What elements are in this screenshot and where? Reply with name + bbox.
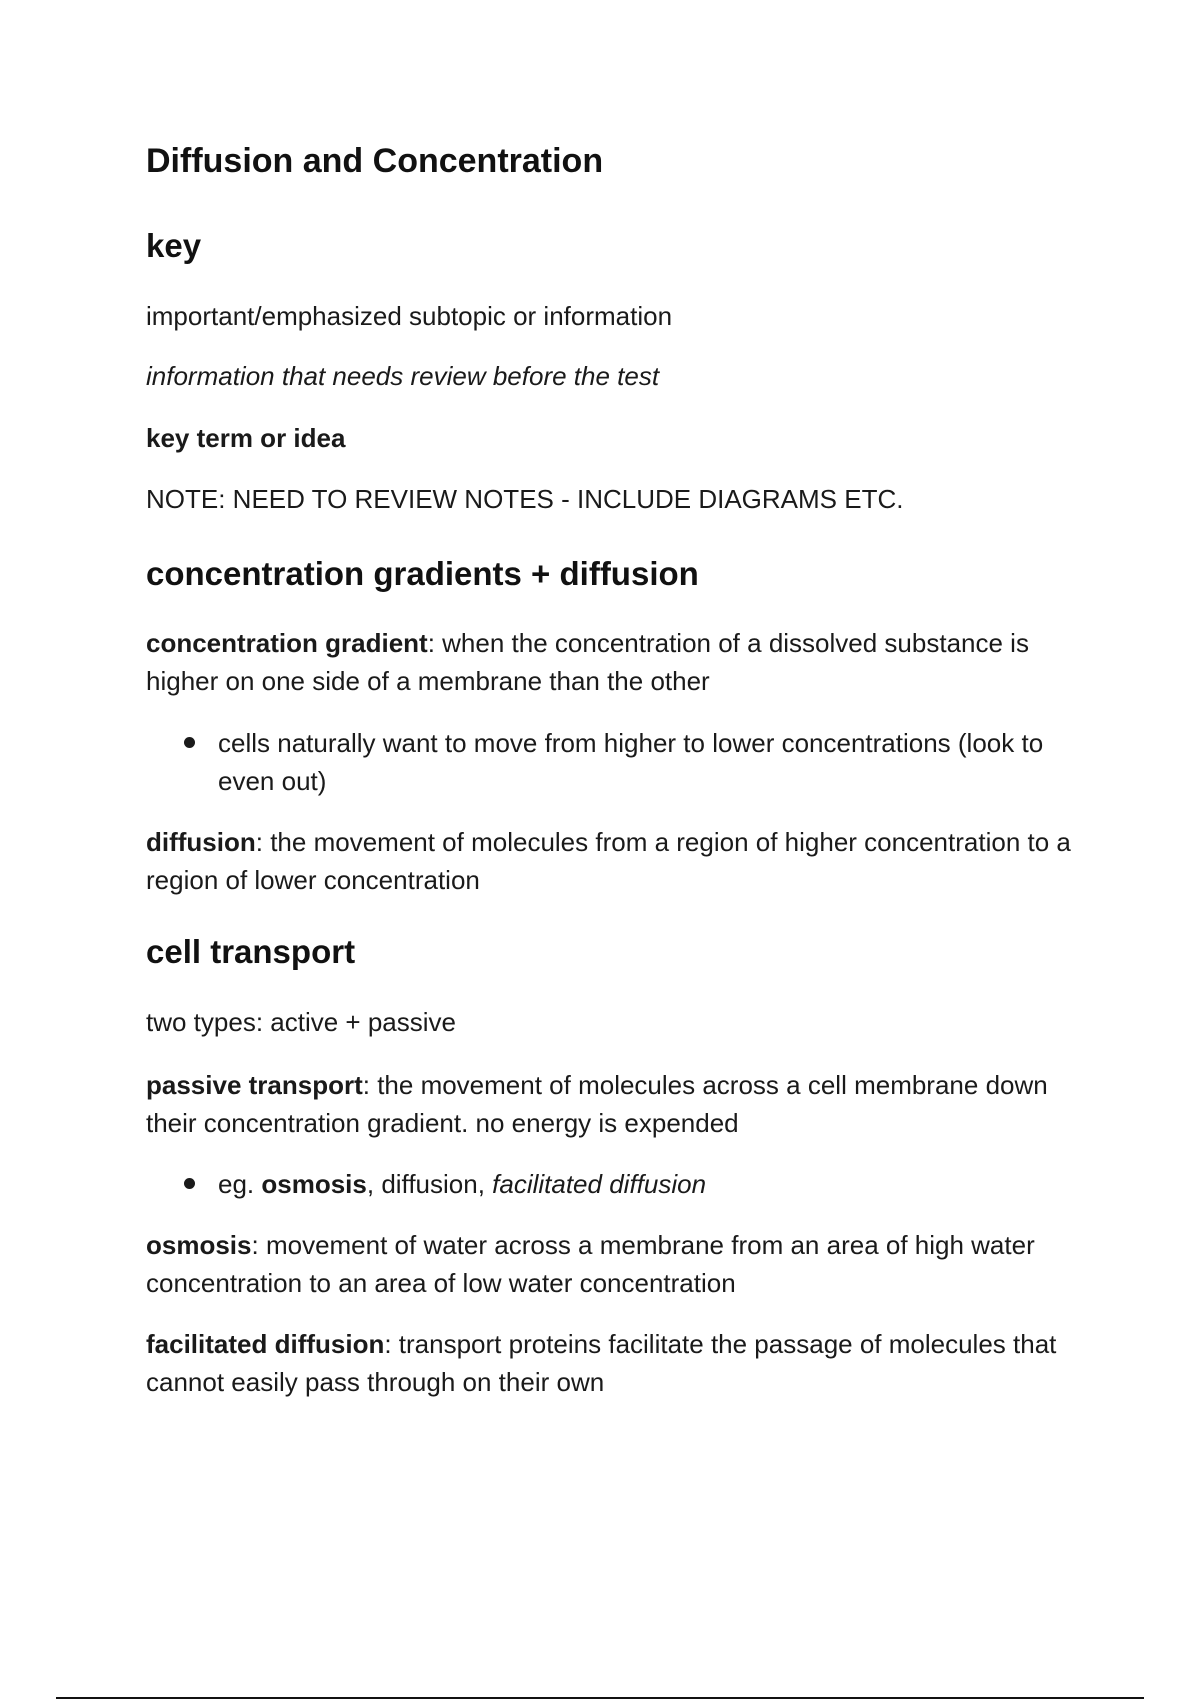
section-heading-gradients: concentration gradients + diffusion [146,555,699,592]
transport-types: two types: active + passive [146,1007,456,1037]
document-title: Diffusion and Concentration [146,142,604,180]
term-facilitated-diffusion: facilitated diffusion [146,1329,385,1359]
bullet-osmosis: osmosis [261,1169,367,1199]
bullet-text: cells naturally want to move from higher to lower concentrations (look to even out) [218,728,1044,796]
definition-diffusion [146,823,1096,899]
definition-concentration-gradient [146,624,1096,700]
bullet-prefix: eg. [218,1169,262,1199]
key-heading: key [146,227,202,264]
section-heading-cell-transport: cell transport [146,933,356,970]
key-item-review: information that needs review before the test [146,361,660,391]
definition-text: : the movement of molecules across a cell membrane down their concentration gradient. no energy is expended [146,1070,1048,1138]
term-diffusion: diffusion [146,827,256,857]
definition-text: : when the concentration of a dissolved substance is higher on one side of a membrane than the other [146,628,1029,696]
review-note: NOTE: NEED TO REVIEW NOTES - INCLUDE DIAGRAMS ETC. [146,484,904,514]
bullet-diffusion: , diffusion, [366,1169,493,1199]
key-item-emphasized: important/emphasized subtopic or information [146,301,673,331]
definition-osmosis [146,1226,1096,1302]
definition-passive-transport [146,1066,1096,1142]
page-bottom-divider [56,1697,1144,1699]
term-concentration-gradient: concentration gradient [146,628,428,658]
definition-text: : movement of water across a membrane from an area of high water concentration to an area of low water concentration [146,1230,1035,1298]
term-osmosis: osmosis [146,1230,252,1260]
bullet-text [218,1165,1098,1203]
bullet-icon [184,737,195,748]
bullet-facilitated-diffusion: facilitated diffusion [492,1169,707,1199]
definition-text: : transport proteins facilitate the passage of molecules that cannot easily pass through on their own [146,1329,1057,1397]
definition-facilitated-diffusion [146,1325,1096,1401]
definition-text: : the movement of molecules from a region of higher concentration to a region of lower concentration [146,827,1071,895]
key-item-term: key term or idea [146,423,346,453]
term-passive-transport: passive transport [146,1070,363,1100]
bullet-icon [184,1178,195,1189]
